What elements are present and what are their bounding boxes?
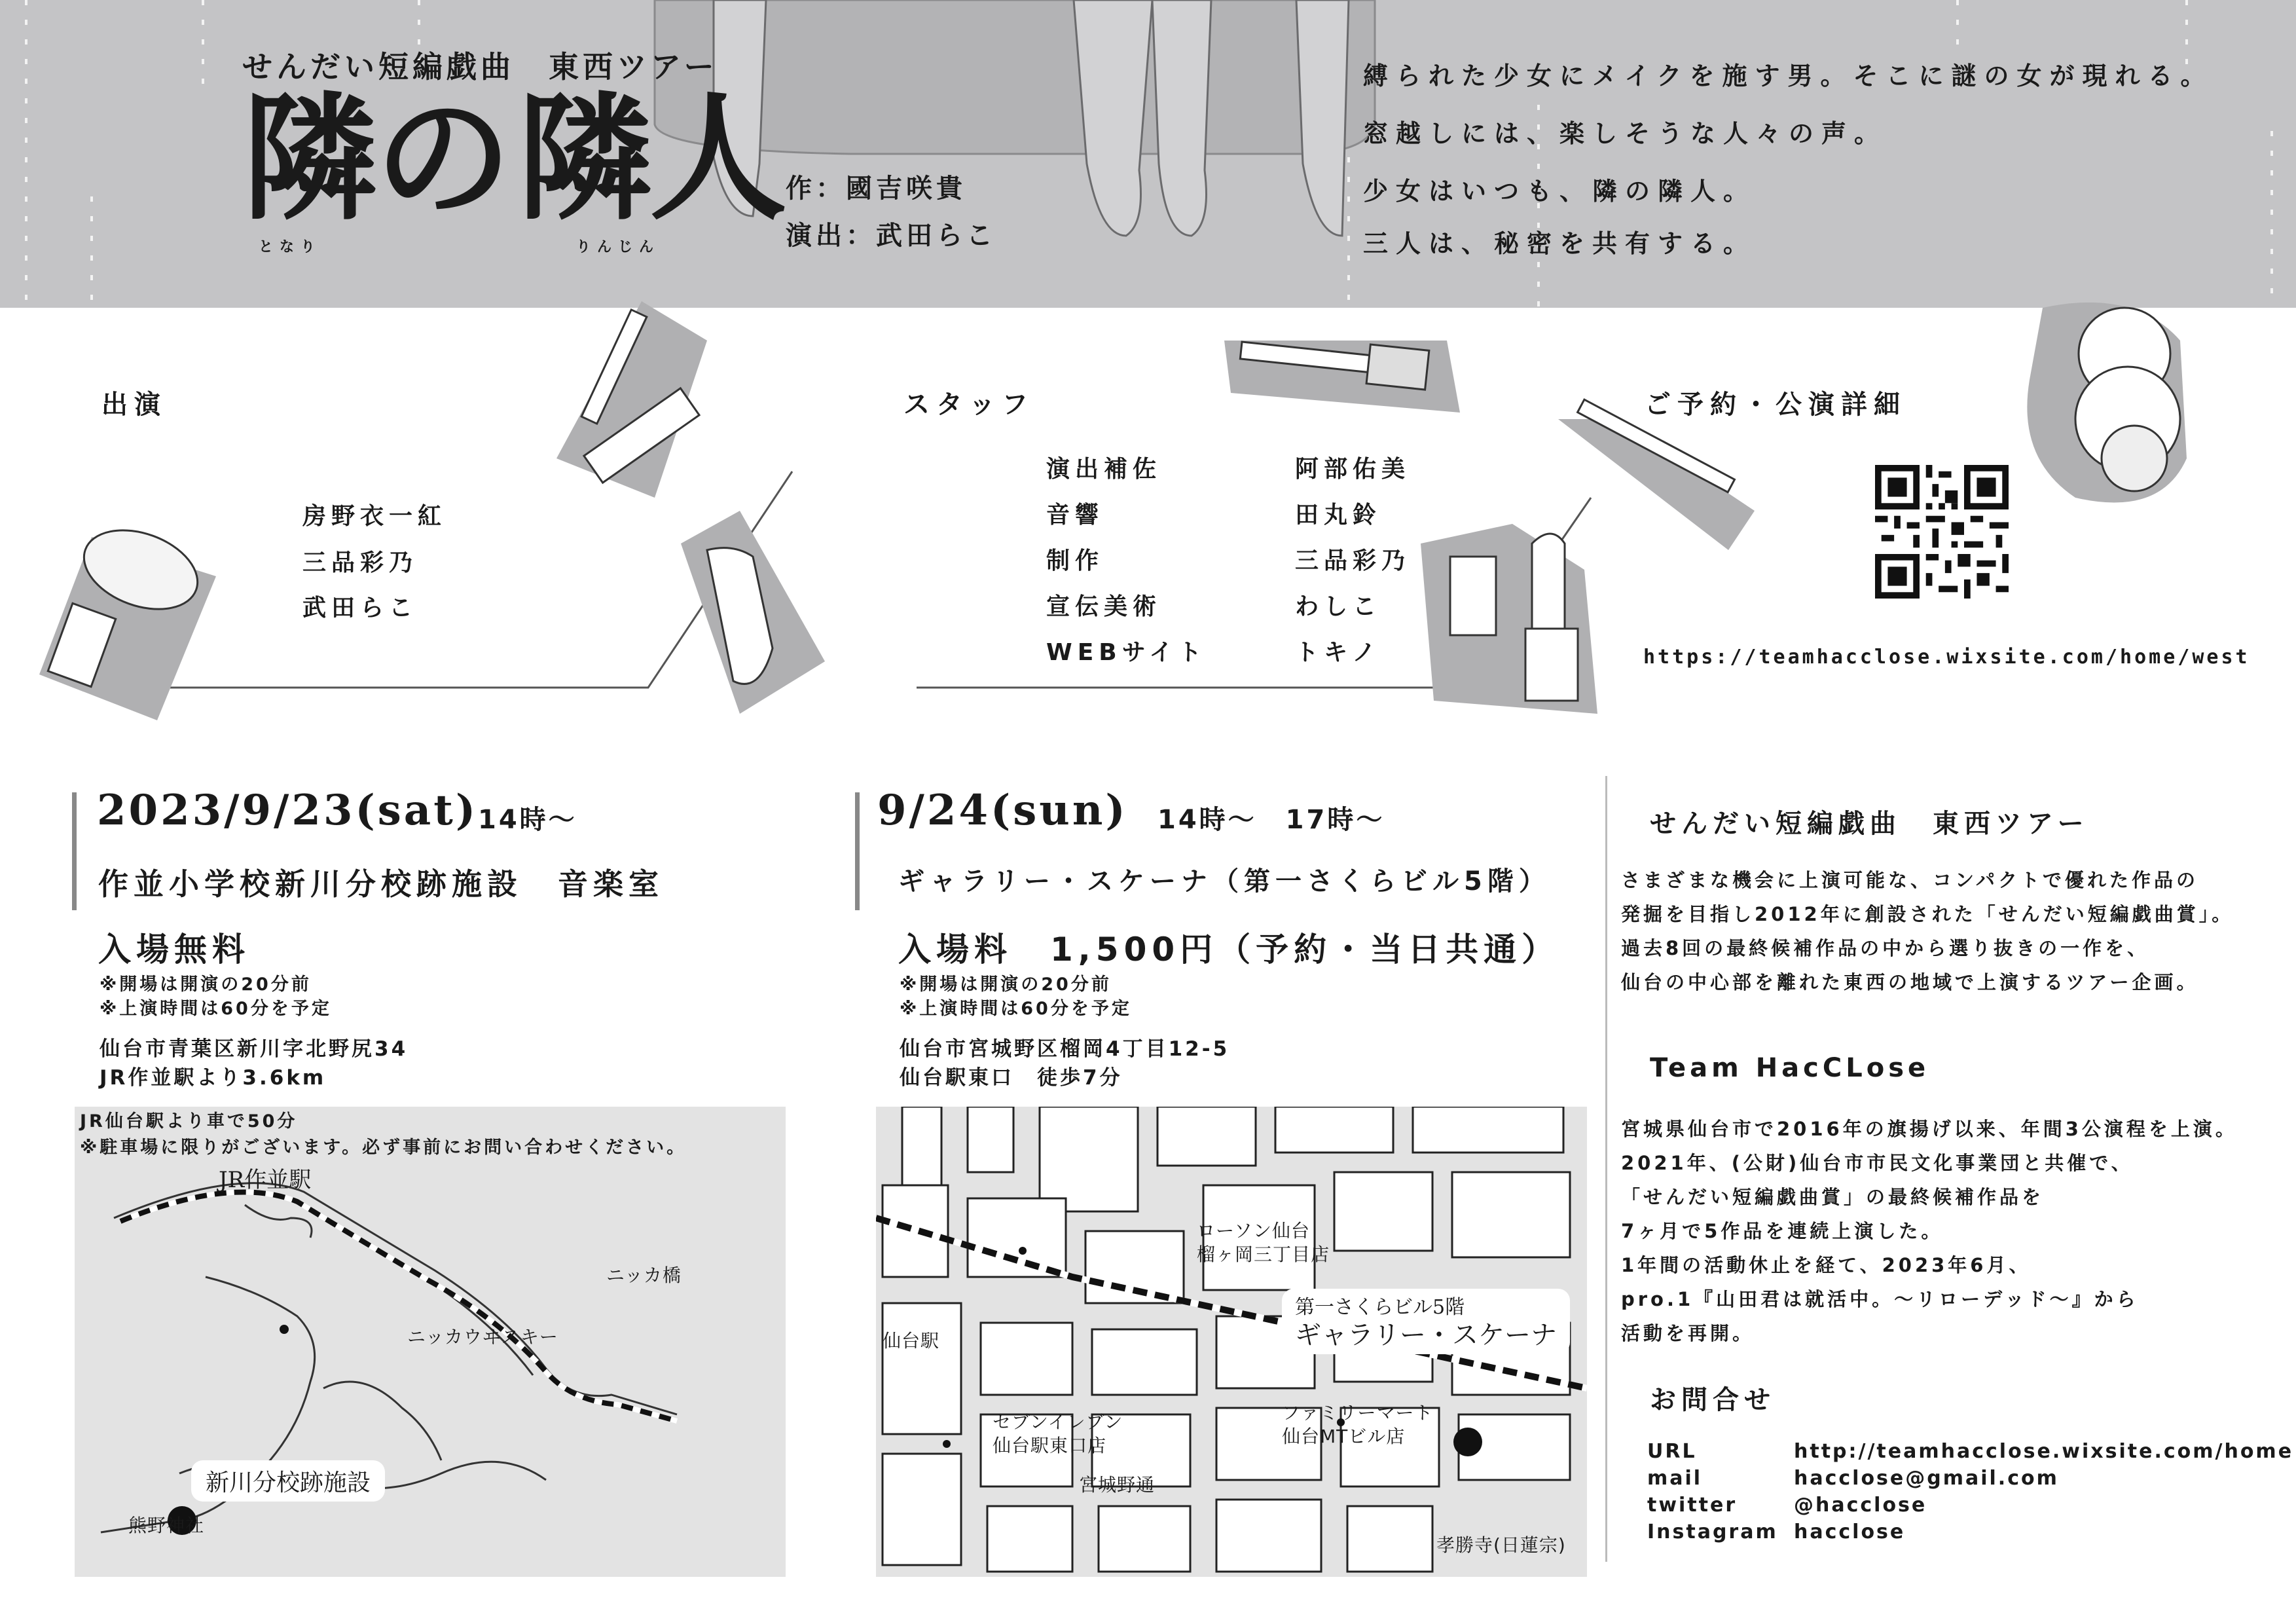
about-line: さまざまな機会に上演可能な、コンパクトで優れた作品の <box>1621 869 2198 891</box>
perf2-address: 仙台駅東口 徒歩7分 <box>900 1066 1123 1090</box>
perf1-access: JR仙台駅より車で50分 <box>80 1111 298 1132</box>
contact-heading: お問合せ <box>1650 1385 1776 1415</box>
map-label-sendai-station: 仙台駅 <box>883 1330 940 1352</box>
lipstick-icon <box>1421 524 1597 714</box>
team-line: pro.1『山田君は就活中。～リローデッド～』から <box>1621 1288 2139 1310</box>
map-label-temple: 孝勝寺(日蓮宗) <box>1436 1534 1566 1556</box>
perf1-access-note: ※駐車場に限りがございます。必ず事前にお問い合わせください。 <box>80 1137 687 1158</box>
map-label-family-branch: 仙台MTビル店 <box>1282 1426 1406 1447</box>
perf2-time: 14時～ 17時～ <box>1157 805 1385 835</box>
spoolie-icon <box>1224 341 1460 413</box>
perf1-accent-bar <box>72 792 77 910</box>
eyelash-curler-icon <box>681 511 825 714</box>
contact-label: twitter <box>1647 1494 1738 1517</box>
perf2-date: 9/24(sun) <box>877 786 1128 835</box>
staff-role: 制作 <box>1046 547 1104 574</box>
about-title: せんだい短編戯曲 東西ツアー <box>1650 809 2089 839</box>
about-text <box>1621 863 2234 999</box>
team-text <box>1621 1112 2238 1350</box>
header-band <box>0 0 2296 308</box>
staff-name: 阿部佑美 <box>1295 456 1411 483</box>
map-label-miyagino: 宮城野通 <box>1079 1474 1156 1496</box>
map-bubble-floor: 第一さくらビル5階 <box>1295 1296 1465 1319</box>
perf1-note: ※上演時間は60分を予定 <box>100 999 332 1019</box>
team-line: 1年間の活動休止を経て、2023年6月、 <box>1621 1254 2032 1276</box>
cast-member: 武田らこ <box>302 595 418 621</box>
team-line: 宮城県仙台市で2016年の旗揚げ以来、年間3公演程を上演。 <box>1621 1118 2238 1140</box>
column-divider <box>1605 776 1607 1562</box>
perf2-note: ※開場は開演の20分前 <box>900 974 1112 995</box>
staff-role: 演出補佐 <box>1046 456 1162 483</box>
staff-name: トキノ <box>1295 639 1381 666</box>
director: 演出：武田らこ <box>786 221 996 251</box>
perf1-note: ※開場は開演の20分前 <box>100 974 312 995</box>
about-line: 発掘を目指し2012年に創設された「せんだい短編戯曲賞」。 <box>1621 903 2234 925</box>
contact-label: mail <box>1647 1467 1703 1490</box>
staff-name: 田丸鈴 <box>1295 502 1382 528</box>
contact-mail[interactable]: hacclose@gmail.com <box>1794 1467 2059 1490</box>
contact-url[interactable]: http://teamhacclose.wixsite.com/home <box>1794 1440 2294 1463</box>
author: 作：國吉咲貴 <box>786 174 966 204</box>
perf2-note: ※上演時間は60分を予定 <box>900 999 1132 1019</box>
team-line: 2021年、(公財)仙台市市民文化事業団と共催で、 <box>1621 1152 2134 1174</box>
map-bubble-gallery: ギャラリー・スケーナ <box>1295 1320 1557 1350</box>
map-bubble-venue <box>1282 1289 1570 1354</box>
staff-heading: スタッフ <box>903 390 1034 420</box>
compact-icon <box>2027 303 2187 503</box>
team-line: 「せんだい短編戯曲賞」の最終候補作品を <box>1621 1186 2045 1208</box>
about-line: 過去8回の最終候補作品の中から選り抜きの一作を、 <box>1621 937 2150 959</box>
map-label-lawson: ローソン仙台 <box>1197 1220 1310 1242</box>
perf1-map[interactable] <box>75 1107 786 1577</box>
cast-member: 房野衣一紅 <box>302 503 447 530</box>
contact-twitter[interactable]: @hacclose <box>1794 1494 1927 1517</box>
perf2-address: 仙台市宮城野区榴岡4丁目12-5 <box>900 1037 1230 1061</box>
title-ruby1: となり <box>259 239 322 255</box>
map-label-seven-branch: 仙台駅東口店 <box>993 1435 1107 1456</box>
synopsis-line: 少女はいつも、隣の隣人。 <box>1363 177 1757 206</box>
perf1-address: 仙台市青葉区新川字北野尻34 <box>100 1037 409 1061</box>
perf2-venue: ギャラリー・スケーナ（第一さくらビル5階） <box>898 866 1550 896</box>
team-line: 7ヶ月で5作品を連続上演した。 <box>1621 1220 1944 1242</box>
contact-row <box>1647 1438 2293 1465</box>
series-label: せんだい短編戯曲 東西ツアー <box>242 49 718 84</box>
team-line: 活動を再開。 <box>1621 1322 1755 1344</box>
map-label-family: ファミリーマート <box>1282 1402 1434 1424</box>
synopsis-line: 縛られた少女にメイクを施す男。そこに謎の女が現れる。 <box>1363 62 2214 90</box>
perf1-venue: 作並小学校新川分校跡施設 音楽室 <box>98 866 664 902</box>
title-part2: 隣人 <box>516 79 784 239</box>
perf1-fee: 入場無料 <box>98 931 250 969</box>
staff-role: WEBサイト <box>1046 639 1207 666</box>
perf2-fee: 入場料 1,500円（予約・当日共通） <box>898 931 1560 969</box>
contact-instagram[interactable]: hacclose <box>1794 1521 1906 1543</box>
contact-list <box>1647 1438 2293 1545</box>
contact-label: Instagram <box>1647 1521 1778 1543</box>
map-label-ski: ニッカウヰスキー <box>407 1326 558 1348</box>
map-label-seven: セブンイレブン <box>993 1411 1123 1433</box>
title-part1: 隣の <box>241 79 509 239</box>
synopsis-line: 窓越しには、楽しそうな人々の声。 <box>1363 119 1887 148</box>
contact-label: URL <box>1647 1440 1697 1463</box>
reservation-heading: ご予約・公演詳細 <box>1645 390 1906 420</box>
synopsis-line: 三人は、秘密を共有する。 <box>1363 229 1757 258</box>
contact-row <box>1647 1519 2293 1545</box>
brush-icon <box>39 516 216 720</box>
contact-row <box>1647 1465 2293 1492</box>
map-label-lawson-branch: 榴ヶ岡三丁目店 <box>1197 1244 1330 1265</box>
cast-member: 三品彩乃 <box>302 549 418 576</box>
map-label-station: JR作並駅 <box>219 1167 312 1193</box>
qr-code[interactable] <box>1875 465 2009 599</box>
perf1-date: 2023/9/23(sat) <box>97 786 479 835</box>
map-label-venue: 新川分校跡施設 <box>191 1460 385 1502</box>
perf1-time: 14時～ <box>478 805 577 835</box>
mascara-icon <box>556 301 707 498</box>
about-line: 仙台の中心部を離れた東西の地域で上演するツアー企画。 <box>1621 971 2199 993</box>
perf2-map[interactable] <box>876 1107 1587 1577</box>
staff-role: 音響 <box>1046 502 1104 528</box>
staff-name: 三品彩乃 <box>1295 547 1411 574</box>
perf1-address: JR作並駅より3.6km <box>100 1066 327 1090</box>
title-ruby2: りんじん <box>576 239 661 255</box>
reservation-url[interactable]: https://teamhacclose.wixsite.com/home/west <box>1643 646 2250 669</box>
map-label-shrine: 熊野神社 <box>128 1515 205 1536</box>
map-label-bridge: ニッカ橋 <box>606 1264 682 1286</box>
perf2-accent-bar <box>855 792 860 910</box>
team-name: Team HacCLose <box>1650 1053 1930 1083</box>
staff-name: わしこ <box>1295 593 1382 620</box>
staff-role: 宣伝美術 <box>1046 593 1162 620</box>
eyeliner-icon <box>1558 399 1755 550</box>
cast-heading: 出演 <box>101 390 167 420</box>
contact-row <box>1647 1492 2293 1519</box>
